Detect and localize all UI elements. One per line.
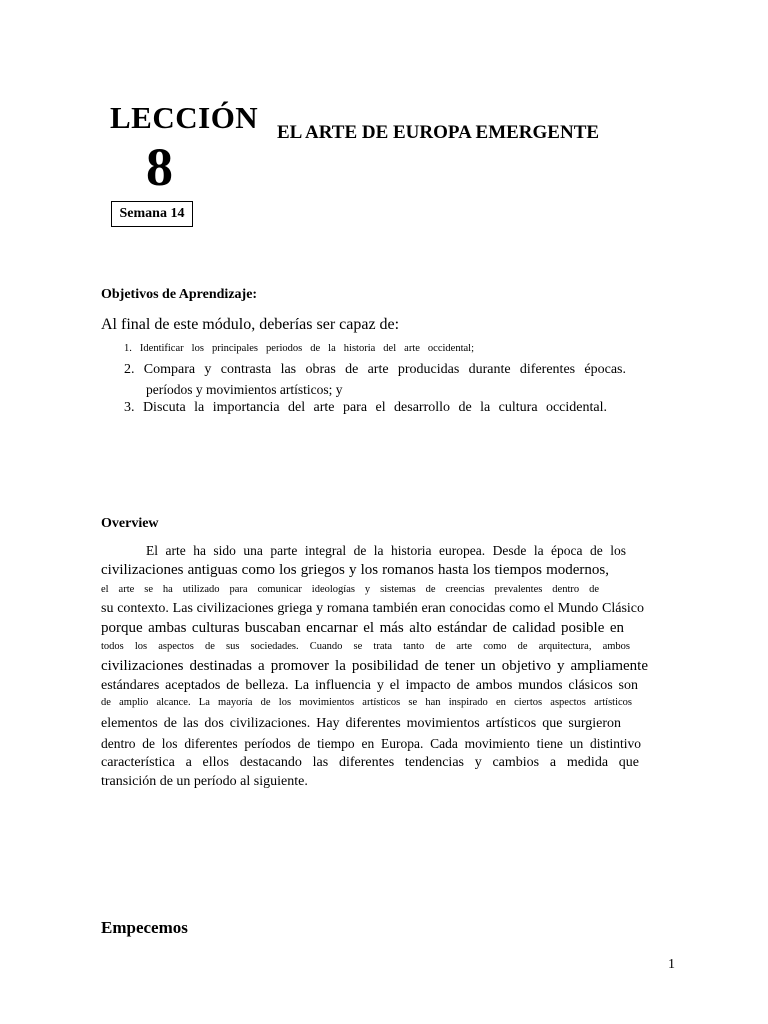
overview-line: elementos de las dos civilizaciones. Hay diferentes movimientos artísticos que surgieron: [101, 716, 621, 731]
objectives-heading: Objetivos de Aprendizaje:: [101, 287, 258, 302]
objective-item-3: 3. Discuta la importancia del arte para el desarrollo de la cultura occidental.: [124, 400, 607, 415]
page-number: 1: [668, 957, 675, 972]
lesson-number: 8: [146, 137, 173, 197]
overview-line: característica a ellos destacando las diferentes tendencias y cambios a medida que: [101, 755, 639, 770]
overview-line: el arte se ha utilizado para comunicar ideologías y sistemas de creencias prevalentes dentro de: [101, 584, 599, 595]
overview-line: civilizaciones antiguas como los griegos y los romanos hasta los tiempos modernos,: [101, 562, 609, 578]
overview-line: de amplio alcance. La mayoría de los movimientos artísticos se han inspirado en ciertos aspectos artísticos: [101, 697, 632, 708]
overview-line: estándares aceptados de belleza. La influencia y el impacto de ambos mundos clásicos son: [101, 678, 638, 693]
overview-line: todos los aspectos de sus sociedades. Cuando se trata tanto de arte como de arquitectura, ambos: [101, 641, 630, 652]
objectives-intro: Al final de este módulo, deberías ser capaz de:: [101, 316, 400, 333]
overview-line: El arte ha sido una parte integral de la historia europea. Desde la época de los: [146, 543, 626, 558]
overview-line: su contexto. Las civilizaciones griega y romana también eran conocidas como el Mundo Clásico: [101, 601, 644, 616]
week-badge: [111, 201, 193, 227]
objective-item-2: 2. Compara y contrasta las obras de arte producidas durante diferentes épocas.: [124, 362, 626, 377]
overview-line: dentro de los diferentes períodos de tiempo en Europa. Cada movimiento tiene un distintivo: [101, 736, 641, 751]
overview-line: porque ambas culturas buscaban encarnar el más alto estándar de calidad posible en: [101, 620, 624, 636]
overview-line: transición de un período al siguiente.: [101, 774, 308, 789]
section-heading-empecemos: Empecemos: [101, 918, 188, 937]
overview-heading: Overview: [101, 516, 159, 531]
objective-item-1: 1. Identificar los principales periodos de la historia del arte occidental;: [124, 343, 474, 354]
page-title: EL ARTE DE EUROPA EMERGENTE: [277, 122, 600, 143]
lesson-label: LECCIÓN: [110, 100, 259, 135]
objective-item-2-continuation: períodos y movimientos artísticos; y: [146, 382, 343, 397]
week-label: Semana 14: [119, 206, 185, 221]
overview-line: civilizaciones destinadas a promover la posibilidad de tener un objetivo y ampliamente: [101, 658, 648, 674]
